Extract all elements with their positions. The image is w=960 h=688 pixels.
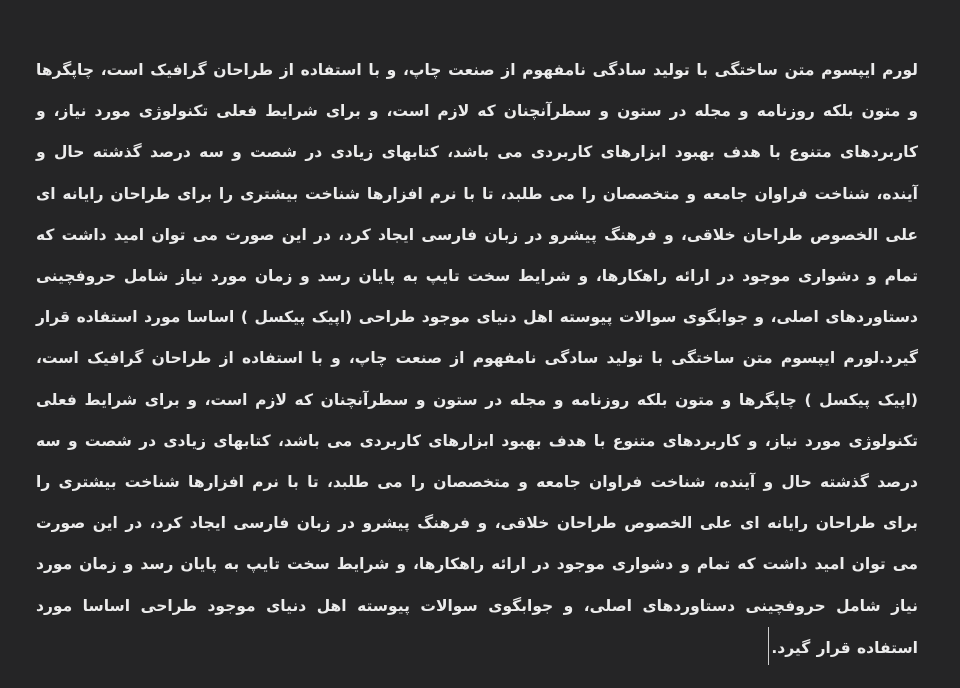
editor-text-area[interactable]	[36, 50, 918, 669]
editor-paragraph: لورم ایپسوم متن ساختگی با تولید سادگی نامفهوم از صنعت چاپ، و با استفاده از طراحان گرافیک است، چاپگرها و متون بلکه روزنامه و مجله در ستون و سطرآنچنان که لازم است، و برای شرایط فعلی تکنولوژی مورد نیاز، و کاربردهای متنوع با هدف بهبود ابزارهای کاربردی می باشد، کتابهای زیادی در شصت و سه درصد گذشته حال و آینده، شناخت فراوان جامعه و متخصصان را می طلبد، تا با نرم افزارها شناخت بیشتری را برای طراحان رایانه ای علی الخصوص طراحان خلاقی، و فرهنگ پیشرو در زبان فارسی ایجاد کرد، در این صورت می توان امید داشت که تمام و دشواری موجود در ارائه راهکارها، و شرایط سخت تایپ به پایان رسد و زمان مورد نیاز شامل حروفچینی دستاوردهای اصلی، و جوابگوی سوالات پیوسته اهل دنیای موجود طراحی (اپیک پیکسل ) اساسا مورد استفاده قرار گیرد.لورم ایپسوم متن ساختگی با تولید سادگی نامفهوم از صنعت چاپ، و با استفاده از طراحان گرافیک است، (اپیک پیکسل ) چاپگرها و متون بلکه روزنامه و مجله در ستون و سطرآنچنان که لازم است، و برای شرایط فعلی تکنولوژی مورد نیاز، و کاربردهای متنوع با هدف بهبود ابزارهای کاربردی می باشد، کتابهای زیادی در شصت و سه درصد گذشته حال و آینده، شناخت فراوان جامعه و متخصصان را می طلبد، تا با نرم افزارها شناخت بیشتری را برای طراحان رایانه ای علی الخصوص طراحان خلاقی، و فرهنگ پیشرو در زبان فارسی ایجاد کرد، در این صورت می توان امید داشت که تمام و دشواری موجود در ارائه راهکارها، و شرایط سخت تایپ به پایان رسد و زمان مورد نیاز شامل حروفچینی دستاوردهای اصلی، و جوابگوی سوالات پیوسته اهل دنیای موجود طراحی اساسا مورد استفاده قرار گیرد.	[36, 61, 918, 657]
text-caret	[768, 627, 769, 665]
